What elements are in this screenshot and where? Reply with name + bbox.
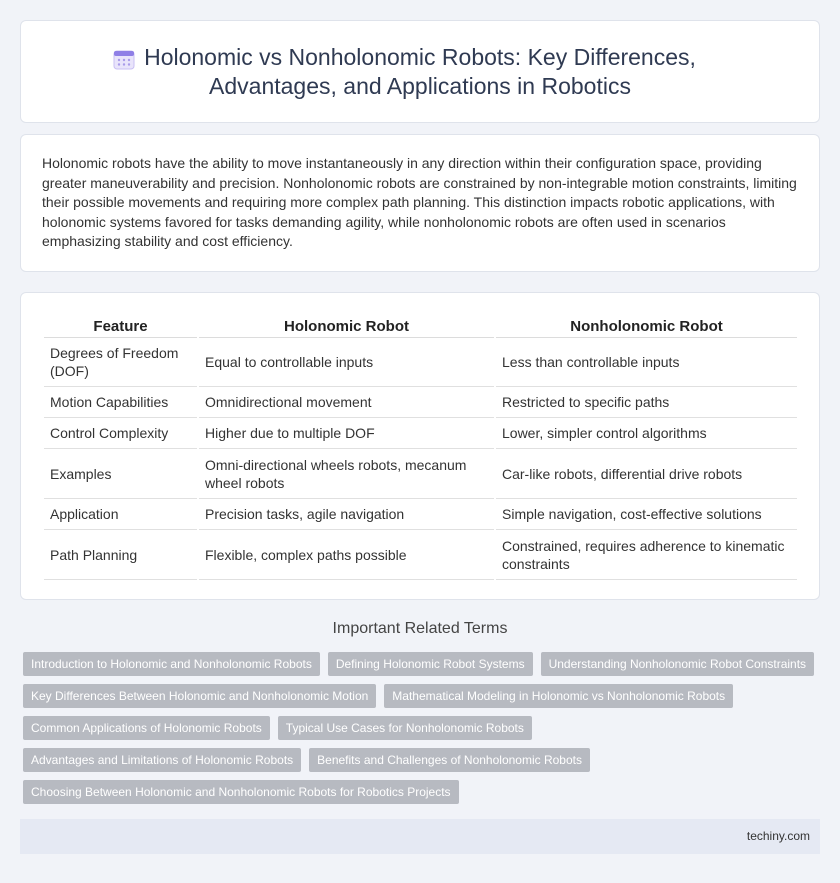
related-term-tag[interactable]: Key Differences Between Holonomic and Nonholonomic Motion — [23, 684, 376, 708]
related-term-tag[interactable]: Defining Holonomic Robot Systems — [328, 652, 533, 676]
table-cell-feature: Examples — [44, 449, 197, 499]
table-cell-nonholonomic: Less than controllable inputs — [496, 338, 797, 387]
table-cell-holonomic: Flexible, complex paths possible — [199, 530, 494, 580]
table-header-row — [44, 316, 797, 338]
table-row — [44, 418, 797, 449]
table-cell-nonholonomic: Car-like robots, differential drive robots — [496, 449, 797, 499]
related-term-tag[interactable]: Common Applications of Holonomic Robots — [23, 716, 270, 740]
table-cell-holonomic: Higher due to multiple DOF — [199, 418, 494, 449]
header-holonomic: Holonomic Robot — [199, 316, 494, 338]
related-term-tag[interactable]: Introduction to Holonomic and Nonholonomic Robots — [23, 652, 320, 676]
table-cell-feature: Application — [44, 499, 197, 530]
related-term-tag[interactable]: Advantages and Limitations of Holonomic Robots — [23, 748, 301, 772]
related-terms-title: Important Related Terms — [332, 620, 508, 637]
table-cell-holonomic: Omni-directional wheels robots, mecanum wheel robots — [199, 449, 494, 499]
related-term-tag[interactable]: Typical Use Cases for Nonholonomic Robots — [278, 716, 532, 740]
related-term-tag[interactable]: Mathematical Modeling in Holonomic vs Nonholonomic Robots — [384, 684, 733, 708]
table-cell-holonomic: Precision tasks, agile navigation — [199, 499, 494, 530]
related-term-tag[interactable]: Understanding Nonholonomic Robot Constraints — [541, 652, 814, 676]
table-cell-holonomic: Omnidirectional movement — [199, 387, 494, 418]
comparison-table — [42, 316, 799, 580]
table-row — [44, 338, 797, 387]
table-cell-nonholonomic: Simple navigation, cost-effective solutions — [496, 499, 797, 530]
page-title-line-2: Advantages, and Applications in Robotics — [209, 73, 631, 99]
page-title — [21, 43, 819, 101]
related-terms-list — [23, 652, 823, 812]
table-cell-feature: Control Complexity — [44, 418, 197, 449]
intro-paragraph: Holonomic robots have the ability to move instantaneously in any direction within their configuration space, providing greater maneuverability and precision. Nonholonomic robots are constrained by non-integrable motion constraints, limiting their possible movements and requiring more complex path planning. This distinction impacts robotic applications, with holonomic systems favored for tasks demanding agility, while nonholonomic robots are often used in scenarios emphasizing stability and cost efficiency. — [42, 155, 797, 250]
table-cell-feature: Degrees of Freedom (DOF) — [44, 338, 197, 387]
intro-card — [20, 134, 820, 272]
table-row — [44, 387, 797, 418]
table-row — [44, 499, 797, 530]
table-cell-nonholonomic: Lower, simpler control algorithms — [496, 418, 797, 449]
footer — [20, 819, 820, 854]
table-cell-holonomic: Equal to controllable inputs — [199, 338, 494, 387]
table-cell-nonholonomic: Constrained, requires adherence to kinematic constraints — [496, 530, 797, 580]
comparison-table-card — [20, 292, 820, 600]
related-term-tag[interactable]: Benefits and Challenges of Nonholonomic Robots — [309, 748, 590, 772]
page-title-line-1: Holonomic vs Nonholonomic Robots: Key Differences, — [144, 44, 696, 70]
table-row — [44, 530, 797, 580]
table-cell-nonholonomic: Restricted to specific paths — [496, 387, 797, 418]
header-nonholonomic: Nonholonomic Robot — [496, 316, 797, 338]
table-cell-feature: Motion Capabilities — [44, 387, 197, 418]
footer-site-link[interactable]: techiny.com — [746, 829, 810, 843]
table-row — [44, 449, 797, 499]
table-cell-feature: Path Planning — [44, 530, 197, 580]
header-feature: Feature — [44, 316, 197, 338]
related-term-tag[interactable]: Choosing Between Holonomic and Nonholonomic Robots for Robotics Projects — [23, 780, 459, 804]
title-card — [20, 20, 820, 123]
